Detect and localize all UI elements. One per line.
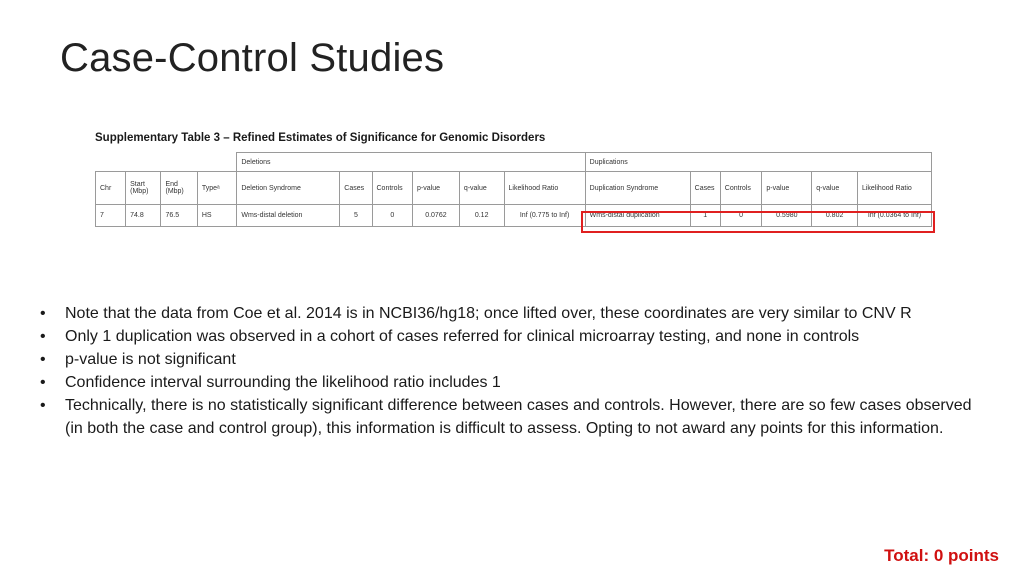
cell-dup-pvalue: 0.5980 (762, 205, 812, 227)
notes-list (40, 302, 975, 440)
group-deletions: Deletions (237, 153, 585, 172)
cell-del-pvalue: 0.0762 (413, 205, 460, 227)
list-item: • Only 1 duplication was observed in a cohort of cases referred for clinical microarray testing, and none in controls (40, 325, 975, 348)
header-dup-pvalue: p-value (762, 172, 812, 205)
bullet-icon: • (40, 351, 46, 368)
header-dup-qvalue: q-value (812, 172, 858, 205)
group-duplications: Duplications (585, 153, 931, 172)
header-del-pvalue: p-value (413, 172, 460, 205)
list-item: • p-value is not significant (40, 348, 975, 371)
header-duplication-syndrome: Duplication Syndrome (585, 172, 690, 205)
header-del-qvalue: q-value (459, 172, 504, 205)
header-dup-cases: Cases (690, 172, 720, 205)
list-item: • Note that the data from Coe et al. 2014 is in NCBI36/hg18; once lifted over, these coordinates are very similar to CNV R (40, 302, 975, 325)
table-caption: Supplementary Table 3 – Refined Estimates of Significance for Genomic Disorders (95, 132, 546, 144)
group-spacer (96, 153, 237, 172)
supplementary-table-figure (95, 130, 937, 227)
list-item: • Confidence interval surrounding the likelihood ratio includes 1 (40, 371, 975, 394)
list-item: • Technically, there is no statistically significant difference between cases and controls. However, there are so few cases observed (in both the case and control group), this information is difficult to assess. Opting to not award any points for this information. (40, 394, 975, 440)
header-deletion-syndrome: Deletion Syndrome (237, 172, 340, 205)
cell-start: 74.8 (126, 205, 161, 227)
bullet-icon: • (40, 305, 46, 322)
cell-end: 76.5 (161, 205, 197, 227)
header-dup-controls: Controls (720, 172, 762, 205)
header-del-controls: Controls (372, 172, 413, 205)
table-header-row (96, 172, 932, 205)
header-del-cases: Cases (340, 172, 372, 205)
header-end: End (Mbp) (161, 172, 197, 205)
cell-dup-controls: 0 (720, 205, 762, 227)
cell-type: HS (197, 205, 237, 227)
header-chr: Chr (96, 172, 126, 205)
cell-duplication-syndrome: Wms-distal duplication (585, 205, 690, 227)
header-start: Start (Mbp) (126, 172, 161, 205)
header-type: Typeᵃ (197, 172, 237, 205)
bullet-icon: • (40, 397, 46, 414)
cell-dup-likelihood-ratio: Inf (0.0364 to Inf) (857, 205, 931, 227)
duplication-highlight-box (581, 211, 935, 233)
total-points: Total: 0 points (884, 546, 999, 565)
cell-del-qvalue: 0.12 (459, 205, 504, 227)
page-title: Case-Control Studies (60, 36, 445, 80)
table-group-row (96, 153, 932, 172)
cell-chr: 7 (96, 205, 126, 227)
cell-del-cases: 5 (340, 205, 372, 227)
header-dup-likelihood-ratio: Likelihood Ratio (857, 172, 931, 205)
cell-del-likelihood-ratio: Inf (0.775 to Inf) (504, 205, 585, 227)
cell-dup-cases: 1 (690, 205, 720, 227)
bullet-icon: • (40, 374, 46, 391)
cell-dup-qvalue: 0.802 (812, 205, 858, 227)
cell-deletion-syndrome: Wms-distal deletion (237, 205, 340, 227)
header-del-likelihood-ratio: Likelihood Ratio (504, 172, 585, 205)
cell-del-controls: 0 (372, 205, 413, 227)
bullet-icon: • (40, 328, 46, 345)
